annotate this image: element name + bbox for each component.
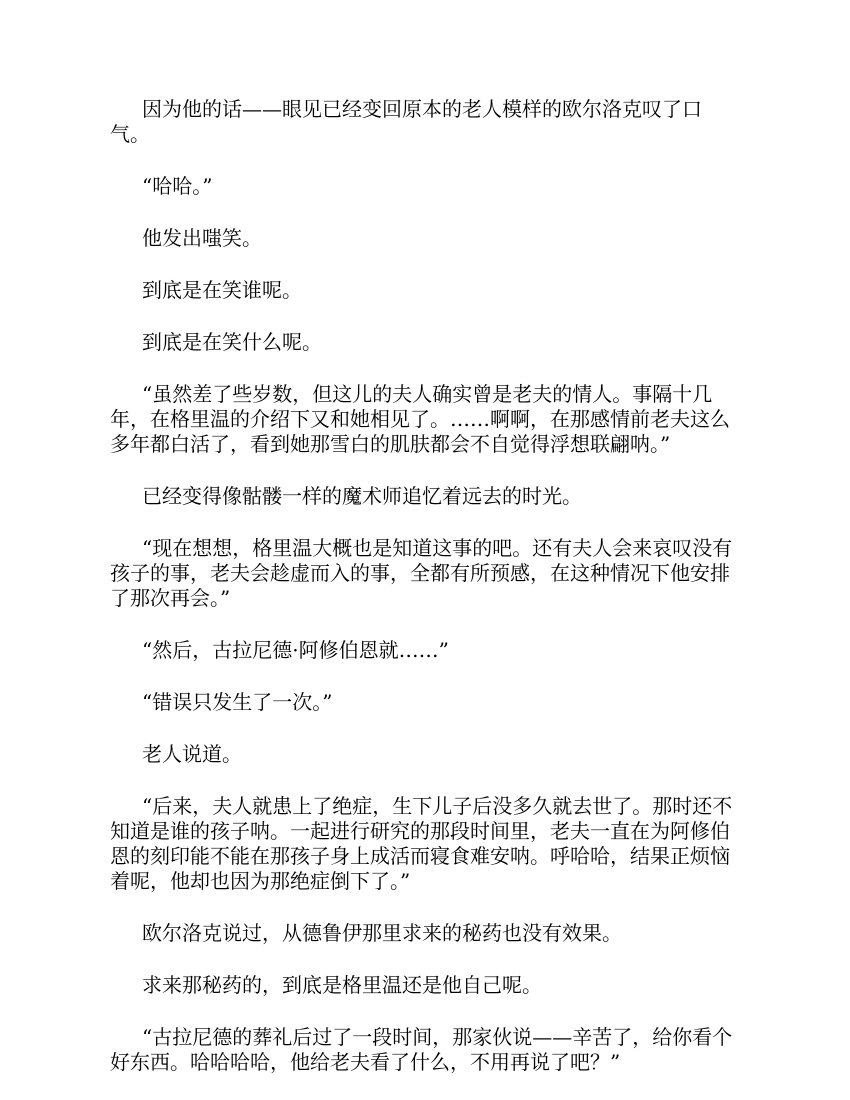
paragraph: 因为他的话——眼见已经变回原本的老人模样的欧尔洛克叹了口气。 [110, 97, 702, 146]
paragraph: “后来，夫人就患上了绝症，生下儿子后没多久就去世了。那时还不知道是谁的孩子呐。一起进行研究的那段时间里，老夫一直在为阿修伯恩的刻印能不能在那孩子身上成活而寝食难安呐。呼哈哈，结果正烦恼着呢，他却也因为那绝症倒下了。” [110, 794, 733, 893]
paragraph: 求来那秘药的，到底是格里温还是他自己呢。 [142, 973, 542, 997]
paragraph: 到底是在笑谁呢。 [142, 278, 302, 302]
paragraph: 到底是在笑什么呢。 [142, 330, 322, 354]
paragraph: “虽然差了些岁数，但这儿的夫人确实曾是老夫的情人。事隔十几年，在格里温的介绍下又和她相见了。……啊啊，在那感情前老夫这么多年都白活了，看到她那雪白的肌肤都会不自觉得浮想联翩呐。” [110, 382, 730, 456]
paragraph: “现在想想，格里温大概也是知道这事的吧。还有夫人会来哀叹没有孩子的事，老夫会趁虚而入的事，全都有所预感，在这种情况下他安排了那次再会。” [110, 536, 733, 610]
paragraph: “然后，古拉尼德·阿修伯恩就……” [142, 638, 449, 662]
paragraph: “古拉尼德的葬礼后过了一段时间，那家伙说——辛苦了，给你看个好东西。哈哈哈哈，他给老夫看了什么，不用再说了吧？” [110, 1025, 733, 1074]
paragraph: 老人说道。 [142, 742, 242, 766]
paragraph: 欧尔洛克说过，从德鲁伊那里求来的秘药也没有效果。 [142, 921, 622, 945]
paragraph: “错误只发生了一次。” [142, 690, 333, 714]
paragraph: 他发出嗤笑。 [142, 226, 262, 250]
paragraph: “哈哈。” [142, 174, 213, 198]
paragraph: 已经变得像骷髅一样的魔术师追忆着远去的时光。 [142, 484, 582, 508]
